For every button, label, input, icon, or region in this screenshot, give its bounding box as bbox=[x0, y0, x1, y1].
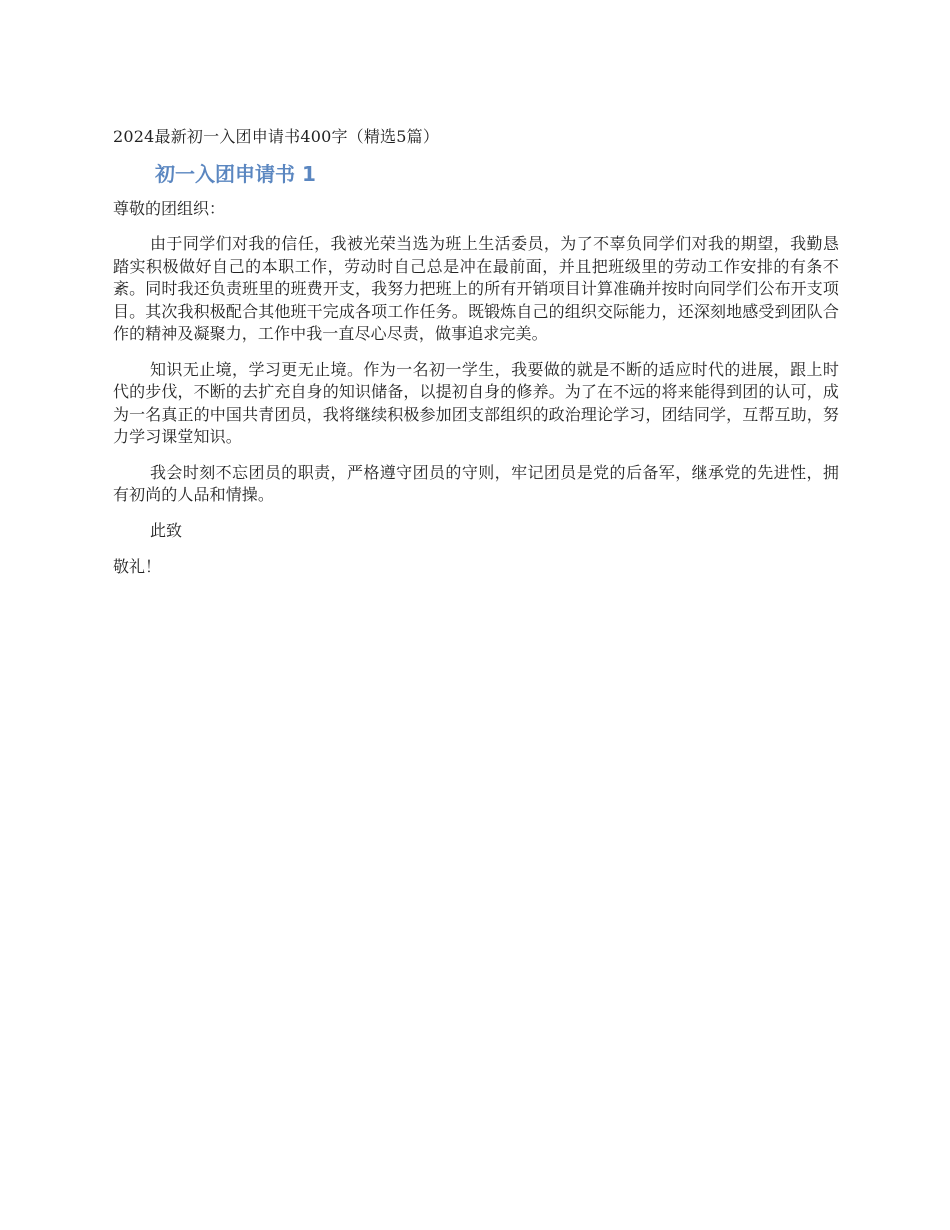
closing-line: 此致 bbox=[150, 520, 183, 540]
salutation: 尊敬的团组织： bbox=[113, 199, 226, 218]
section-heading: 初一入团申请书 1 bbox=[155, 162, 316, 186]
document-page bbox=[113, 124, 839, 578]
body-paragraph: 知识无止境，学习更无止境。作为一名初一学生，我要做的就是不断的适应时代的进展，跟上时代的步伐，不断的去扩充自身的知识储备，以提初自身的修养。为了在不远的将来能得到团的认可，成为一名真正的中国共青团员，我将继续积极参加团支部组织的政治理论学习，团结同学，互帮互助，努力学习课堂知识。 bbox=[113, 359, 839, 446]
regards-line: 敬礼！ bbox=[113, 556, 162, 576]
body-paragraph: 我会时刻不忘团员的职责，严格遵守团员的守则，牢记团员是党的后备军，继承党的先进性，拥有初尚的人品和情操。 bbox=[113, 462, 839, 504]
body-paragraph: 由于同学们对我的信任，我被光荣当选为班上生活委员，为了不辜负同学们对我的期望，我勤恳踏实积极做好自己的本职工作，劳动时自己总是冲在最前面，并且把班级里的劳动工作安排的有条不紊。同时我还负责班里的班费开支，我努力把班上的所有开销项目计算准确并按时向同学们公布开支项目。其次我积极配合其他班干完成各项工作任务。既锻炼自己的组织交际能力，还深刻地感受到团队合作的精神及凝聚力，工作中我一直尽心尽责，做事追求完美。 bbox=[113, 234, 839, 343]
document-title: 2024最新初一入团申请书400字（精选5篇） bbox=[113, 127, 440, 146]
